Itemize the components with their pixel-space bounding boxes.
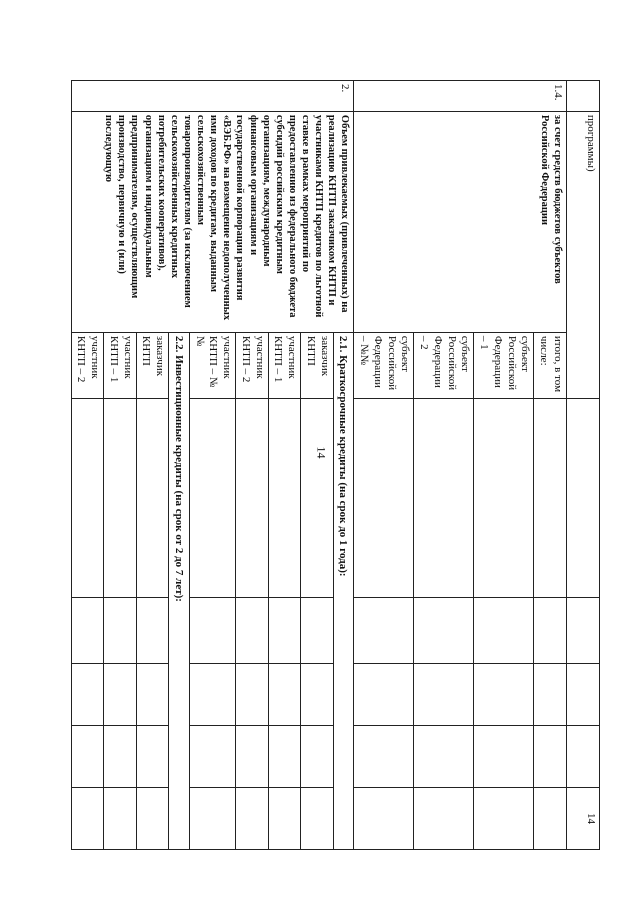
row-text: Объем привлекаемых (привлеченных) на реализацию КНТП заказчиком КНТП и участниками КНТП кредитов по льготной ставке в рамках мероприятий по предоставлению из федерального бюджета субсидий российским кредитным организациям, международным финансовым организациям и государственной корпорации развития «ВЭБ.РФ» на возмещение недополученных ими доходов по кредитам, выданным сельскохозяйственным товаропроизводителям (за исключением сельскохозяйственных кредитных потребительских кооперативов), организациям и индивидуальным предпринимателям, осуществляющим производство, первичную и (или) последующую xyxy=(71,111,354,332)
cell-empty xyxy=(567,81,600,112)
subrow-label: заказчик КНТП xyxy=(301,332,334,398)
header-row xyxy=(567,81,600,850)
subrow-label: участник КНТП – 2 xyxy=(71,332,104,398)
subrow-label: заказчик КНТП xyxy=(136,332,169,398)
document-table-sheet xyxy=(60,80,600,850)
page-number: 14 xyxy=(314,446,329,459)
subrow-label: участник КНТП – 1 xyxy=(104,332,137,398)
section-title-short-term: 2.1. Краткосрочные кредиты (на срок до 1 года): xyxy=(333,332,354,849)
subrow-label: субъект Российской Федерации – №№ xyxy=(354,332,414,398)
cell-empty xyxy=(567,726,600,788)
subrow-label: итого, в том числе: xyxy=(534,332,567,398)
row-number: 2. xyxy=(71,81,354,112)
program-label: программы) xyxy=(567,111,600,398)
subrow-label: участник КНТП – 1 xyxy=(268,332,301,398)
cell-empty xyxy=(567,664,600,726)
program-table xyxy=(71,80,600,850)
cell-empty xyxy=(567,399,600,598)
column-number: 14 xyxy=(567,788,600,850)
subrow-label: участник КНТП – №№ xyxy=(190,332,236,398)
section-title-investment: 2.2. Инвестиционные кредиты (на срок от 2 до 7 лет): xyxy=(169,332,190,849)
subrow-label: субъект Российской Федерации – 1 xyxy=(474,332,534,398)
row-number: 1.4. xyxy=(354,81,567,112)
row-text: за счет средств бюджетов субъектов Российской Федерации xyxy=(354,111,567,332)
table-row xyxy=(534,81,567,850)
subrow-label: субъект Российской Федерации – 2 xyxy=(414,332,474,398)
subrow-label: участник КНТП – 2 xyxy=(236,332,269,398)
table-row xyxy=(333,81,354,850)
cell-empty xyxy=(567,598,600,664)
